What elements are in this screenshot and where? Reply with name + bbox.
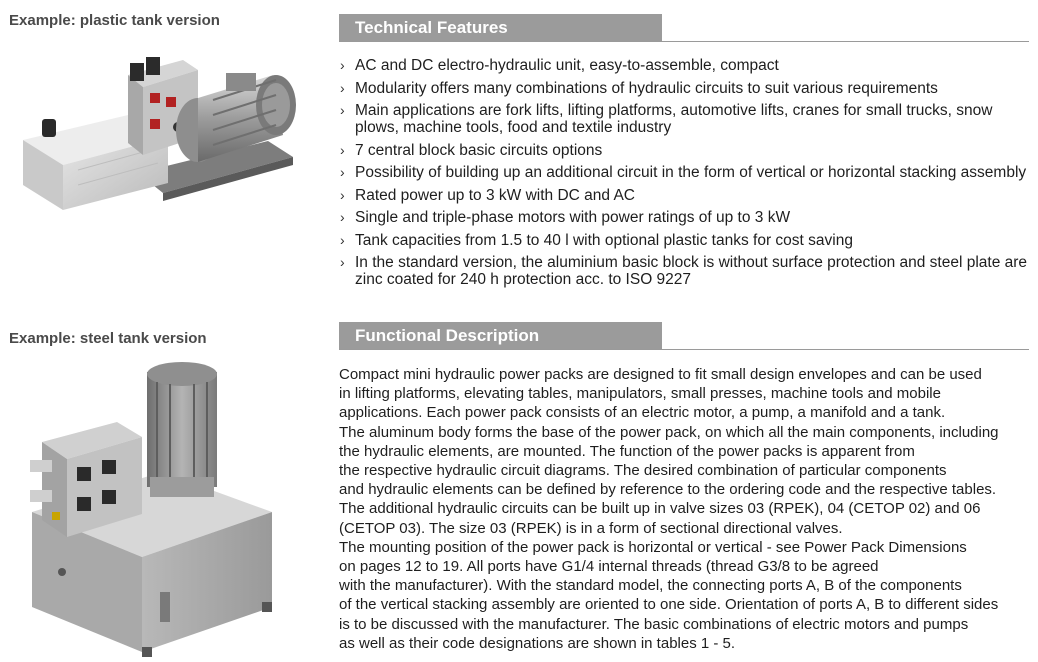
functional-description-text bbox=[339, 365, 1034, 653]
text-line: Compact mini hydraulic power packs are designed to fit small design envelopes and can be used bbox=[339, 366, 982, 383]
text-line: and hydraulic elements can be defined by reference to the ordering code and the respective tables. bbox=[339, 481, 997, 499]
functional-description-title: Functional Description bbox=[339, 322, 662, 349]
bullet-arrow-icon: › bbox=[340, 57, 345, 73]
bullet-arrow-icon: › bbox=[340, 254, 345, 270]
feature-item: › Rated power up to 3 kW with DC and AC bbox=[340, 186, 635, 204]
technical-features-list bbox=[339, 57, 1029, 294]
technical-features-header bbox=[339, 14, 1029, 42]
feature-item: › AC and DC electro-hydraulic unit, easy-to-assemble, compact bbox=[340, 57, 779, 74]
feature-item: › Possibility of building up an additional circuit in the form of vertical or horizontal stacking assembly bbox=[340, 164, 1027, 181]
feature-item: › Tank capacities from 1.5 to 40 l with optional plastic tanks for cost saving bbox=[340, 231, 853, 249]
feature-item: › In the standard version, the aluminium basic block is without surface protection and steel plate are zinc coated for 240 h protection acc. to ISO 9227 bbox=[340, 254, 1028, 288]
text-line: is to be discussed with the manufacturer. The basic combinations of electric motors and pumps bbox=[339, 615, 969, 633]
text-line: applications. Each power pack consists of an electric motor, a pump, a manifold and a tank. bbox=[339, 404, 946, 422]
bullet-arrow-icon: › bbox=[340, 209, 345, 225]
text-line: the respective hydraulic circuit diagrams. The desired combination of particular components bbox=[339, 462, 947, 480]
plastic-tank-power-pack-image bbox=[18, 45, 318, 230]
feature-item: › Single and triple-phase motors with power ratings of up to 3 kW bbox=[340, 209, 791, 226]
text-line: with the manufacturer). With the standard model, the connecting ports A, B of the components bbox=[339, 577, 962, 595]
caption-steel-tank: Example: steel tank version bbox=[9, 330, 207, 347]
bullet-arrow-icon: › bbox=[340, 164, 345, 180]
text-line: as well as their code designations are shown in tables 1 - 5. bbox=[339, 634, 736, 652]
steel-tank-power-pack-image bbox=[22, 362, 277, 660]
text-line: in lifting platforms, elevating tables, manipulators, small presses, machine tools and mobile bbox=[339, 385, 941, 403]
text-line: on pages 12 to 19. All ports have G1/4 internal threads (thread G3/8 to be agreed bbox=[339, 558, 879, 576]
text-line: The mounting position of the power pack is horizontal or vertical - see Power Pack Dimensions bbox=[339, 538, 967, 556]
text-line: of the vertical stacking assembly are oriented to one side. Orientation of ports A, B to different sides bbox=[339, 596, 999, 614]
bullet-arrow-icon: › bbox=[340, 79, 345, 96]
text-line: the hydraulic elements, are mounted. The function of the power packs is apparent from bbox=[339, 442, 915, 460]
bullet-arrow-icon: › bbox=[340, 231, 345, 248]
bullet-arrow-icon: › bbox=[340, 186, 345, 203]
feature-item: › Modularity offers many combinations of hydraulic circuits to suit various requirements bbox=[340, 79, 938, 97]
feature-item: › Main applications are fork lifts, lifting platforms, automotive lifts, cranes for small trucks, snow plows, machine tools, food and textile industry bbox=[340, 102, 993, 136]
functional-description-header bbox=[339, 322, 1029, 350]
text-line: The aluminum body forms the base of the power pack, on which all the main components, including bbox=[339, 423, 999, 441]
caption-plastic-tank: Example: plastic tank version bbox=[9, 12, 220, 29]
text-line: (CETOP 03). The size 03 (RPEK) is in a form of sectional directional valves. bbox=[339, 519, 843, 537]
bullet-arrow-icon: › bbox=[340, 141, 345, 158]
feature-item: › 7 central block basic circuits options bbox=[340, 141, 603, 159]
bullet-arrow-icon: › bbox=[340, 102, 345, 118]
text-line: The additional hydraulic circuits can be built up in valve sizes 03 (RPEK), 04 (CETOP 02) and 06 bbox=[339, 500, 981, 518]
technical-features-title: Technical Features bbox=[339, 14, 662, 41]
